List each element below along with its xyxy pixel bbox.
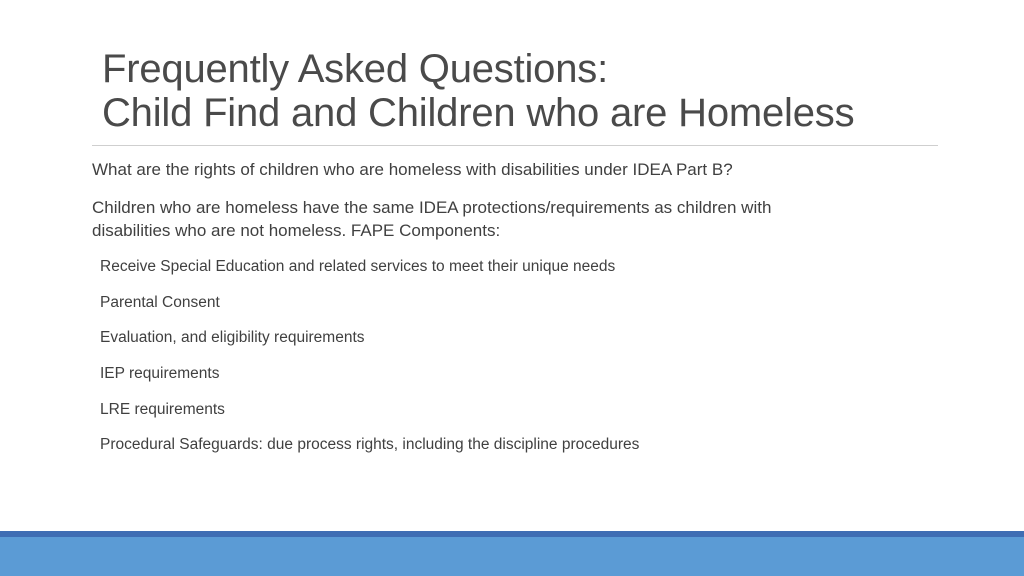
faq-question: What are the rights of children who are homeless with disabilities under IDEA Part B?: [92, 160, 733, 179]
answer-line-2: disabilities who are not homeless. FAPE Components:: [92, 221, 501, 240]
fape-components-list: [100, 256, 639, 470]
faq-answer: [92, 196, 932, 242]
title-divider: [92, 145, 938, 146]
list-item: Receive Special Education and related services to meet their unique needs: [100, 258, 616, 275]
list-item: Procedural Safeguards: due process rights, including the discipline procedures: [100, 436, 640, 454]
footer-bar: [0, 537, 1024, 576]
slide-title: [102, 47, 922, 135]
title-line-1: Frequently Asked Questions:: [102, 47, 608, 91]
title-line-2: Child Find and Children who are Homeless: [102, 91, 855, 135]
list-item: Parental Consent: [100, 293, 220, 311]
list-item: Evaluation, and eligibility requirements: [100, 329, 365, 347]
footer-band: [0, 531, 1024, 576]
answer-line-1: Children who are homeless have the same IDEA protections/requirements as children with: [92, 198, 772, 217]
list-item: IEP requirements: [100, 365, 220, 383]
list-item: LRE requirements: [100, 400, 225, 418]
